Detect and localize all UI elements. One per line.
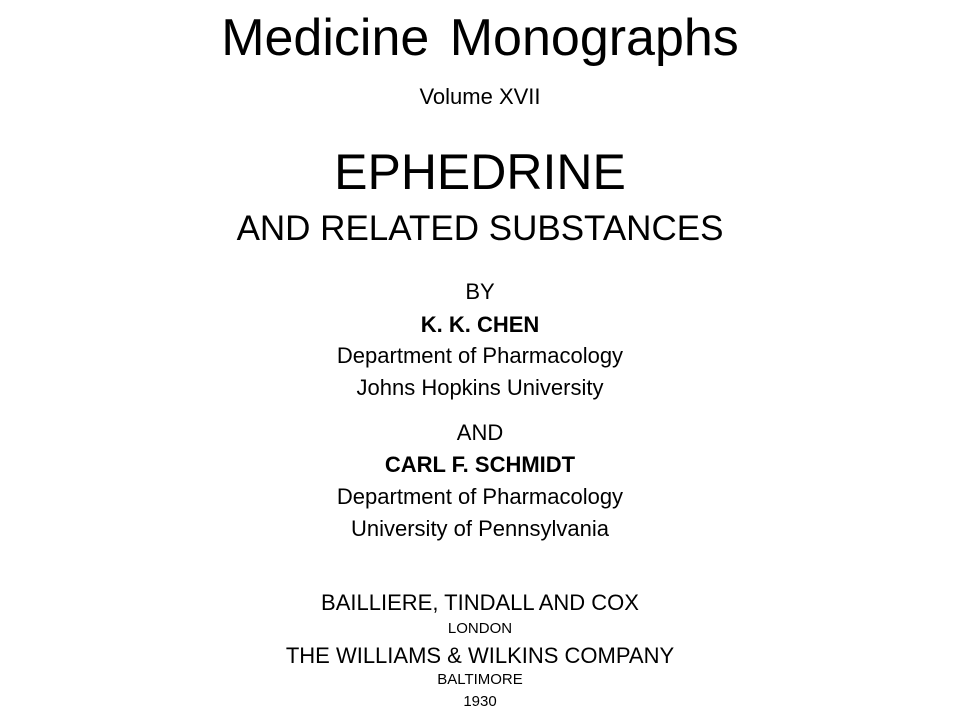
publisher-city: LONDON — [447, 620, 513, 637]
book-title: EPHEDRINE — [334, 144, 626, 200]
series-title: Medicine Monographs — [221, 9, 739, 67]
author-department: Department of Pharmacology — [336, 484, 624, 509]
author-name: CARL F. SCHMIDT — [384, 452, 576, 477]
publisher-name: BAILLIERE, TINDALL AND COX — [321, 590, 639, 615]
author-institution: University of Pennsylvania — [350, 516, 609, 541]
author-department: Department of Pharmacology — [336, 343, 624, 368]
author-institution: Johns Hopkins University — [356, 375, 604, 400]
and-label: AND — [456, 420, 504, 445]
publisher-city: BALTIMORE — [437, 671, 523, 688]
by-label: BY — [465, 279, 495, 304]
publication-year: 1930 — [463, 693, 497, 710]
author-name: K. K. CHEN — [420, 312, 540, 337]
volume-label: Volume XVII — [419, 84, 541, 109]
publisher-name: THE WILLIAMS & WILKINS COMPANY — [285, 643, 675, 668]
book-subtitle: AND RELATED SUBSTANCES — [236, 209, 724, 248]
